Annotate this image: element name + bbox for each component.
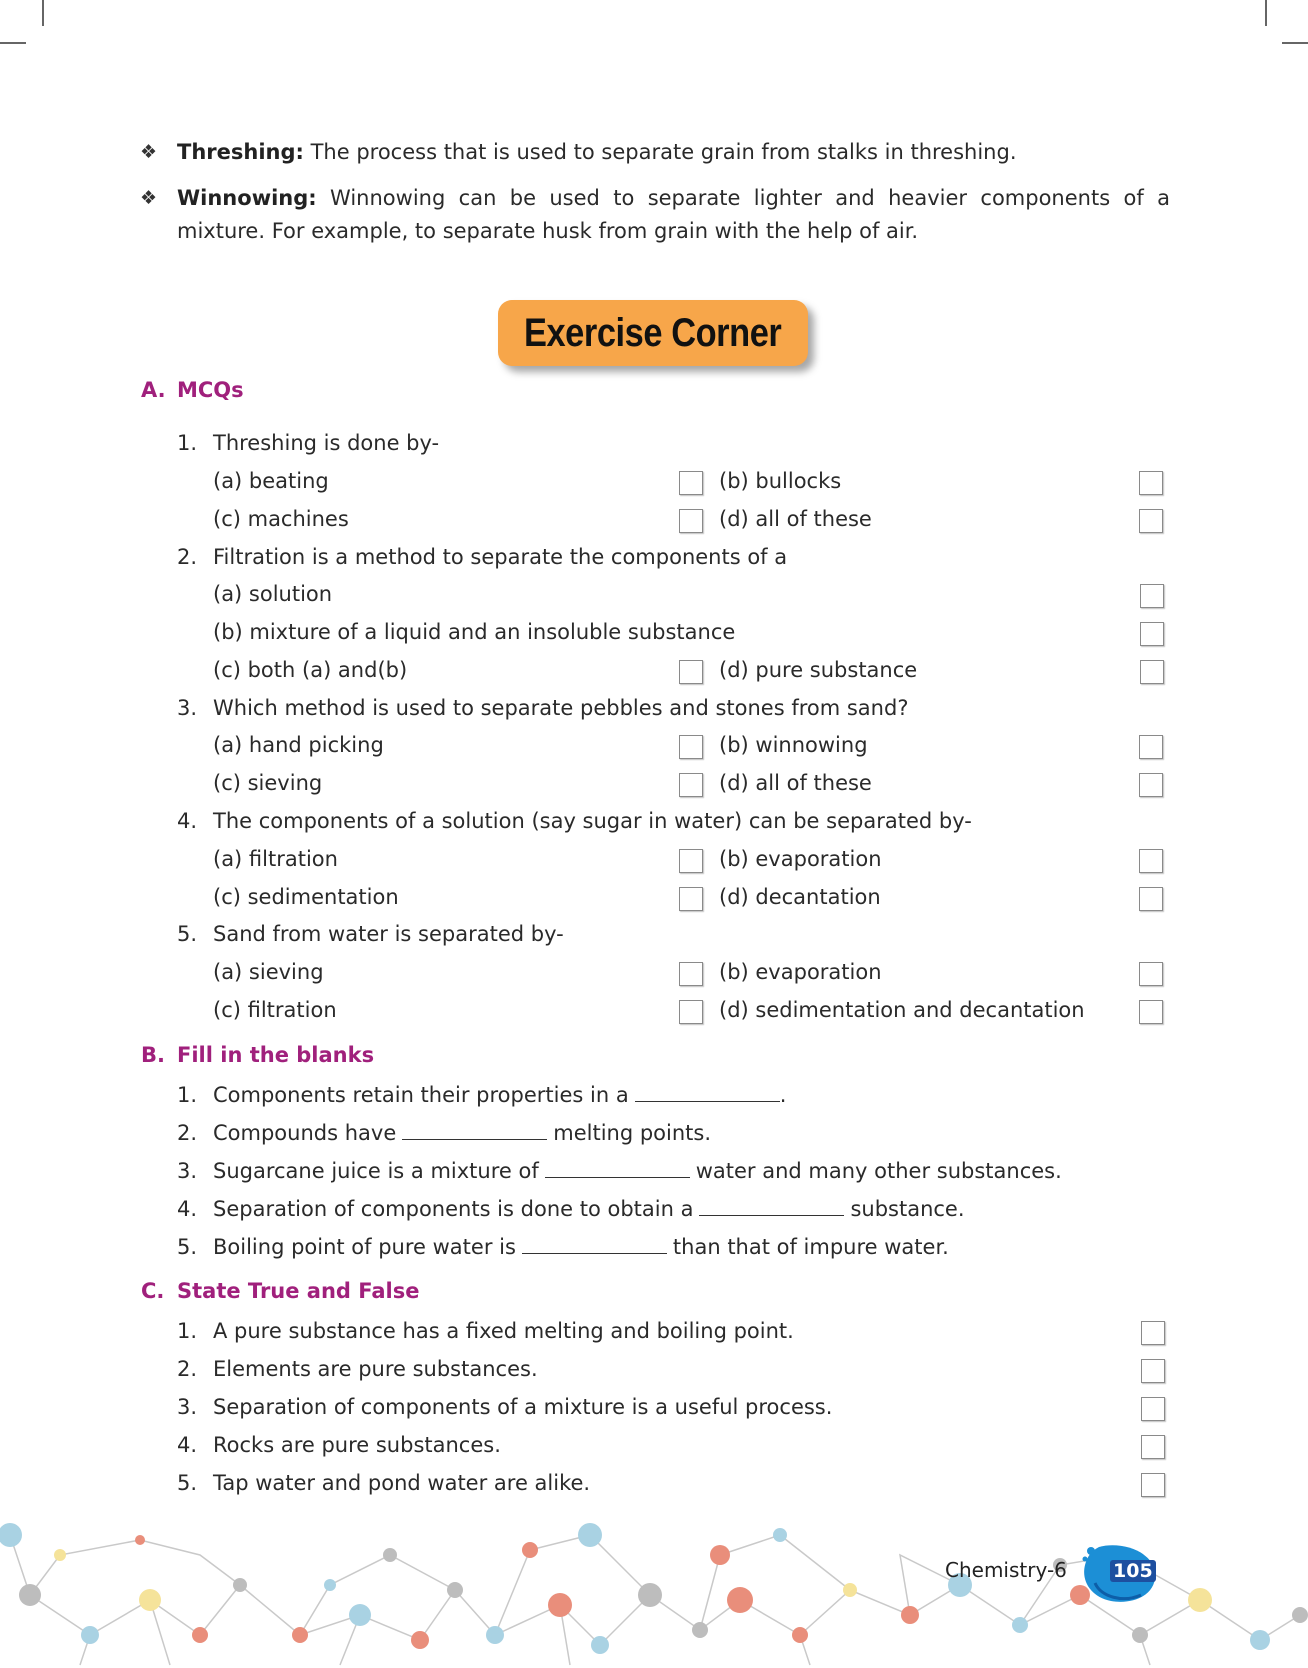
exercise-corner-badge (498, 300, 808, 366)
answer-checkbox[interactable] (679, 1000, 703, 1024)
crop-mark (42, 0, 44, 26)
diamond-bullet-icon: ❖ (140, 187, 158, 209)
answer-checkbox[interactable] (1141, 1435, 1165, 1459)
bullet-term: Winnowing: (177, 186, 317, 210)
answer-checkbox[interactable] (1141, 1321, 1165, 1345)
exercise-title: Exercise Corner (524, 310, 782, 355)
blank-line[interactable] (522, 1235, 667, 1254)
answer-checkbox[interactable] (1139, 471, 1163, 495)
section-a-heading: A. MCQs (141, 378, 244, 402)
page-number: 105 (1110, 1560, 1156, 1582)
answer-checkbox[interactable] (1139, 962, 1163, 986)
answer-checkbox[interactable] (679, 660, 703, 684)
answer-checkbox[interactable] (1139, 735, 1163, 759)
answer-checkbox[interactable] (679, 509, 703, 533)
answer-checkbox[interactable] (679, 773, 703, 797)
blank-line[interactable] (402, 1121, 547, 1140)
answer-checkbox[interactable] (1141, 1359, 1165, 1383)
answer-checkbox[interactable] (679, 735, 703, 759)
answer-checkbox[interactable] (1140, 660, 1164, 684)
answer-checkbox[interactable] (679, 471, 703, 495)
answer-checkbox[interactable] (1139, 1000, 1163, 1024)
answer-checkbox[interactable] (1140, 584, 1164, 608)
bullet-text: The process that is used to separate grain from stalks in threshing. (303, 140, 1017, 164)
blank-line[interactable] (699, 1197, 844, 1216)
subject-label: Chemistry-6 (945, 1558, 1067, 1582)
blank-line[interactable] (545, 1159, 690, 1178)
answer-checkbox[interactable] (1139, 887, 1163, 911)
bullet-term: Threshing: (177, 140, 304, 164)
answer-checkbox[interactable] (679, 962, 703, 986)
section-c-heading: C. State True and False (141, 1279, 420, 1303)
answer-checkbox[interactable] (1139, 849, 1163, 873)
answer-checkbox[interactable] (679, 849, 703, 873)
bullet-winnowing (140, 182, 1170, 248)
section-b-heading: B. Fill in the blanks (141, 1043, 375, 1067)
bullet-threshing (140, 136, 1170, 169)
crop-mark (1282, 42, 1308, 44)
answer-checkbox[interactable] (1141, 1473, 1165, 1497)
answer-checkbox[interactable] (1139, 509, 1163, 533)
bullet-text: Winnowing can be used to separate lighter and heavier components of a mixture. For example, to separate husk from grain with the help of air. (177, 186, 1170, 243)
answer-checkbox[interactable] (1140, 622, 1164, 646)
diamond-bullet-icon: ❖ (140, 141, 158, 163)
crop-mark (0, 42, 26, 44)
blank-line[interactable] (635, 1083, 780, 1102)
crop-mark (1265, 0, 1267, 26)
answer-checkbox[interactable] (1141, 1397, 1165, 1421)
answer-checkbox[interactable] (1139, 773, 1163, 797)
answer-checkbox[interactable] (679, 887, 703, 911)
